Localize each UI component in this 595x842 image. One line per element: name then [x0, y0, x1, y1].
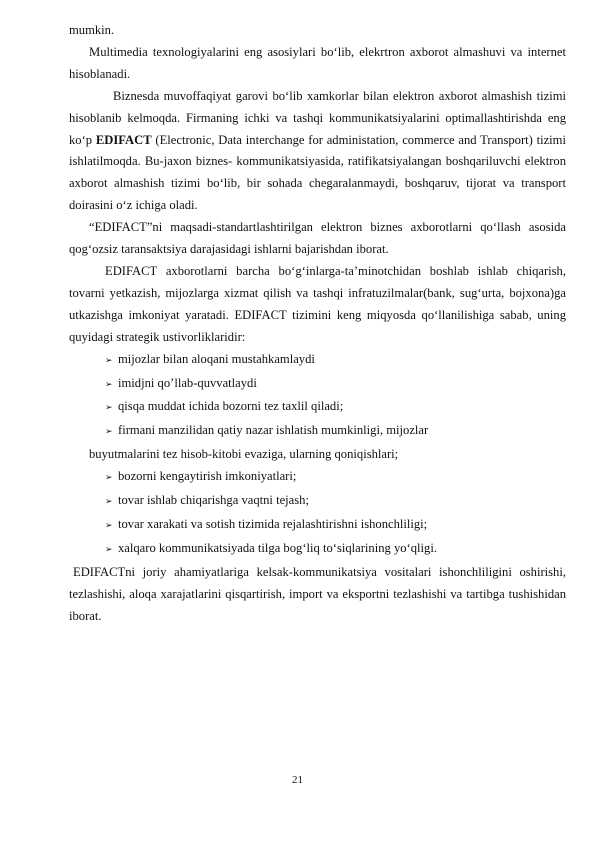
- page-number: 21: [292, 774, 303, 786]
- arrow-right-icon: ➢: [105, 544, 113, 555]
- bullet-item: [69, 373, 566, 397]
- arrow-right-icon: ➢: [105, 355, 113, 366]
- paragraph-2: Multimedia texnologiyalarini eng asosiylari bo‘lib, elekrtron axborot almashuvi va internet hisoblanadi.: [69, 44, 566, 81]
- bullet-text: tovar ishlab chiqarishga vaqtni tejash;: [118, 493, 309, 508]
- arrow-right-icon: ➢: [105, 520, 113, 531]
- paragraph-4: “EDIFACT”ni maqsadi-standartlashtirilgan elektron biznes axborotlarni qo‘llash asosida qog‘ozsiz taransaktsiya darajasidagi ishlarni bajarishdan iborat.: [69, 220, 566, 257]
- bullet-text: imidjni qo’llab-quvvatlaydi: [118, 375, 257, 390]
- bullet-text: firmani manzilidan qatiy nazar ishlatish mumkinligi, mijozlar: [118, 423, 429, 438]
- bullet-item: [69, 420, 566, 444]
- arrow-right-icon: ➢: [105, 379, 113, 390]
- arrow-right-icon: ➢: [105, 403, 113, 414]
- bullet-text: bozorni kengaytirish imkoniyatlari;: [118, 469, 297, 484]
- closing-paragraph: EDIFACTni joriy ahamiyatlariga kelsak-kommunikatsiya vositalari ishonchliligini oshirishi, tezlashishi, aloqa xarajatlarini qisqartirish, import va eksportni tezlashishi va tartibga tushishidan iborat.: [69, 564, 566, 623]
- bullet-item: [69, 514, 566, 538]
- bullet-item: [69, 466, 566, 490]
- bullet-item: [69, 349, 566, 373]
- bullet-item: [69, 538, 566, 562]
- bullet-text: xalqaro kommunikatsiyada tilga bog‘liq to‘siqlarining yo‘qligi.: [118, 540, 437, 555]
- bullet-text: mijozlar bilan aloqani mustahkamlaydi: [118, 351, 315, 366]
- body-text: [69, 20, 566, 627]
- paragraph-3: [69, 86, 566, 217]
- bullet-text: qisqa muddat ichida bozorni tez taxlil qiladi;: [118, 399, 344, 414]
- paragraph-3-part-2: (Electronic, Data interchange for administation, commerce and Transport) tizimi ishlatilmoqda. Bu-jaxon biznes- kommunikatsiyasida, ratifikatsiyalangan boshqariluvchi elektron axborot almashish tizimi bo‘lib, bir sohada chegaralanmaydi, boshqaruv, tijorat va transport doirasini o‘z ichiga oladi.: [69, 132, 566, 213]
- paragraph-5: EDIFACT axborotlarni barcha bo‘g‘inlarga-ta’minotchidan boshlab ishlab chiqarish, tovarni yetkazish, mijozlarga xizmat qilish va tashqi infratuzilmalar(bank, sug‘urta, bojxona)ga utkazishga imkoniyat yaratadi. EDIFACT tizimini keng miqyosda qo‘llanilishiga sabab, uning quyidagi strategik ustivorliklaridir:: [69, 263, 566, 344]
- bullet-continuation: buyutmalarini tez hisob-kitobi evaziga, ularning qoniqishlari;: [89, 447, 399, 462]
- bullet-text: tovar xarakati va sotish tizimida rejalashtirishni ishonchliligi;: [118, 516, 428, 531]
- arrow-right-icon: ➢: [105, 427, 113, 438]
- arrow-right-icon: ➢: [105, 473, 113, 484]
- paragraph-3-part-1: Biznesda muvoffaqiyat garovi bo‘lib xamkorlar bilan elektron axborot almashish tizimi hisoblanib kelmoqda. Firmaning ichki va tashqi kommunikatsiyalarini optimallashtirishda eng ko‘p: [69, 88, 566, 147]
- bullet-item: [69, 396, 566, 420]
- edifact-bold: EDIFACT: [95, 132, 152, 147]
- arrow-right-icon: ➢: [105, 497, 113, 508]
- bullet-item: [69, 490, 566, 514]
- paragraph-1: mumkin.: [69, 23, 115, 37]
